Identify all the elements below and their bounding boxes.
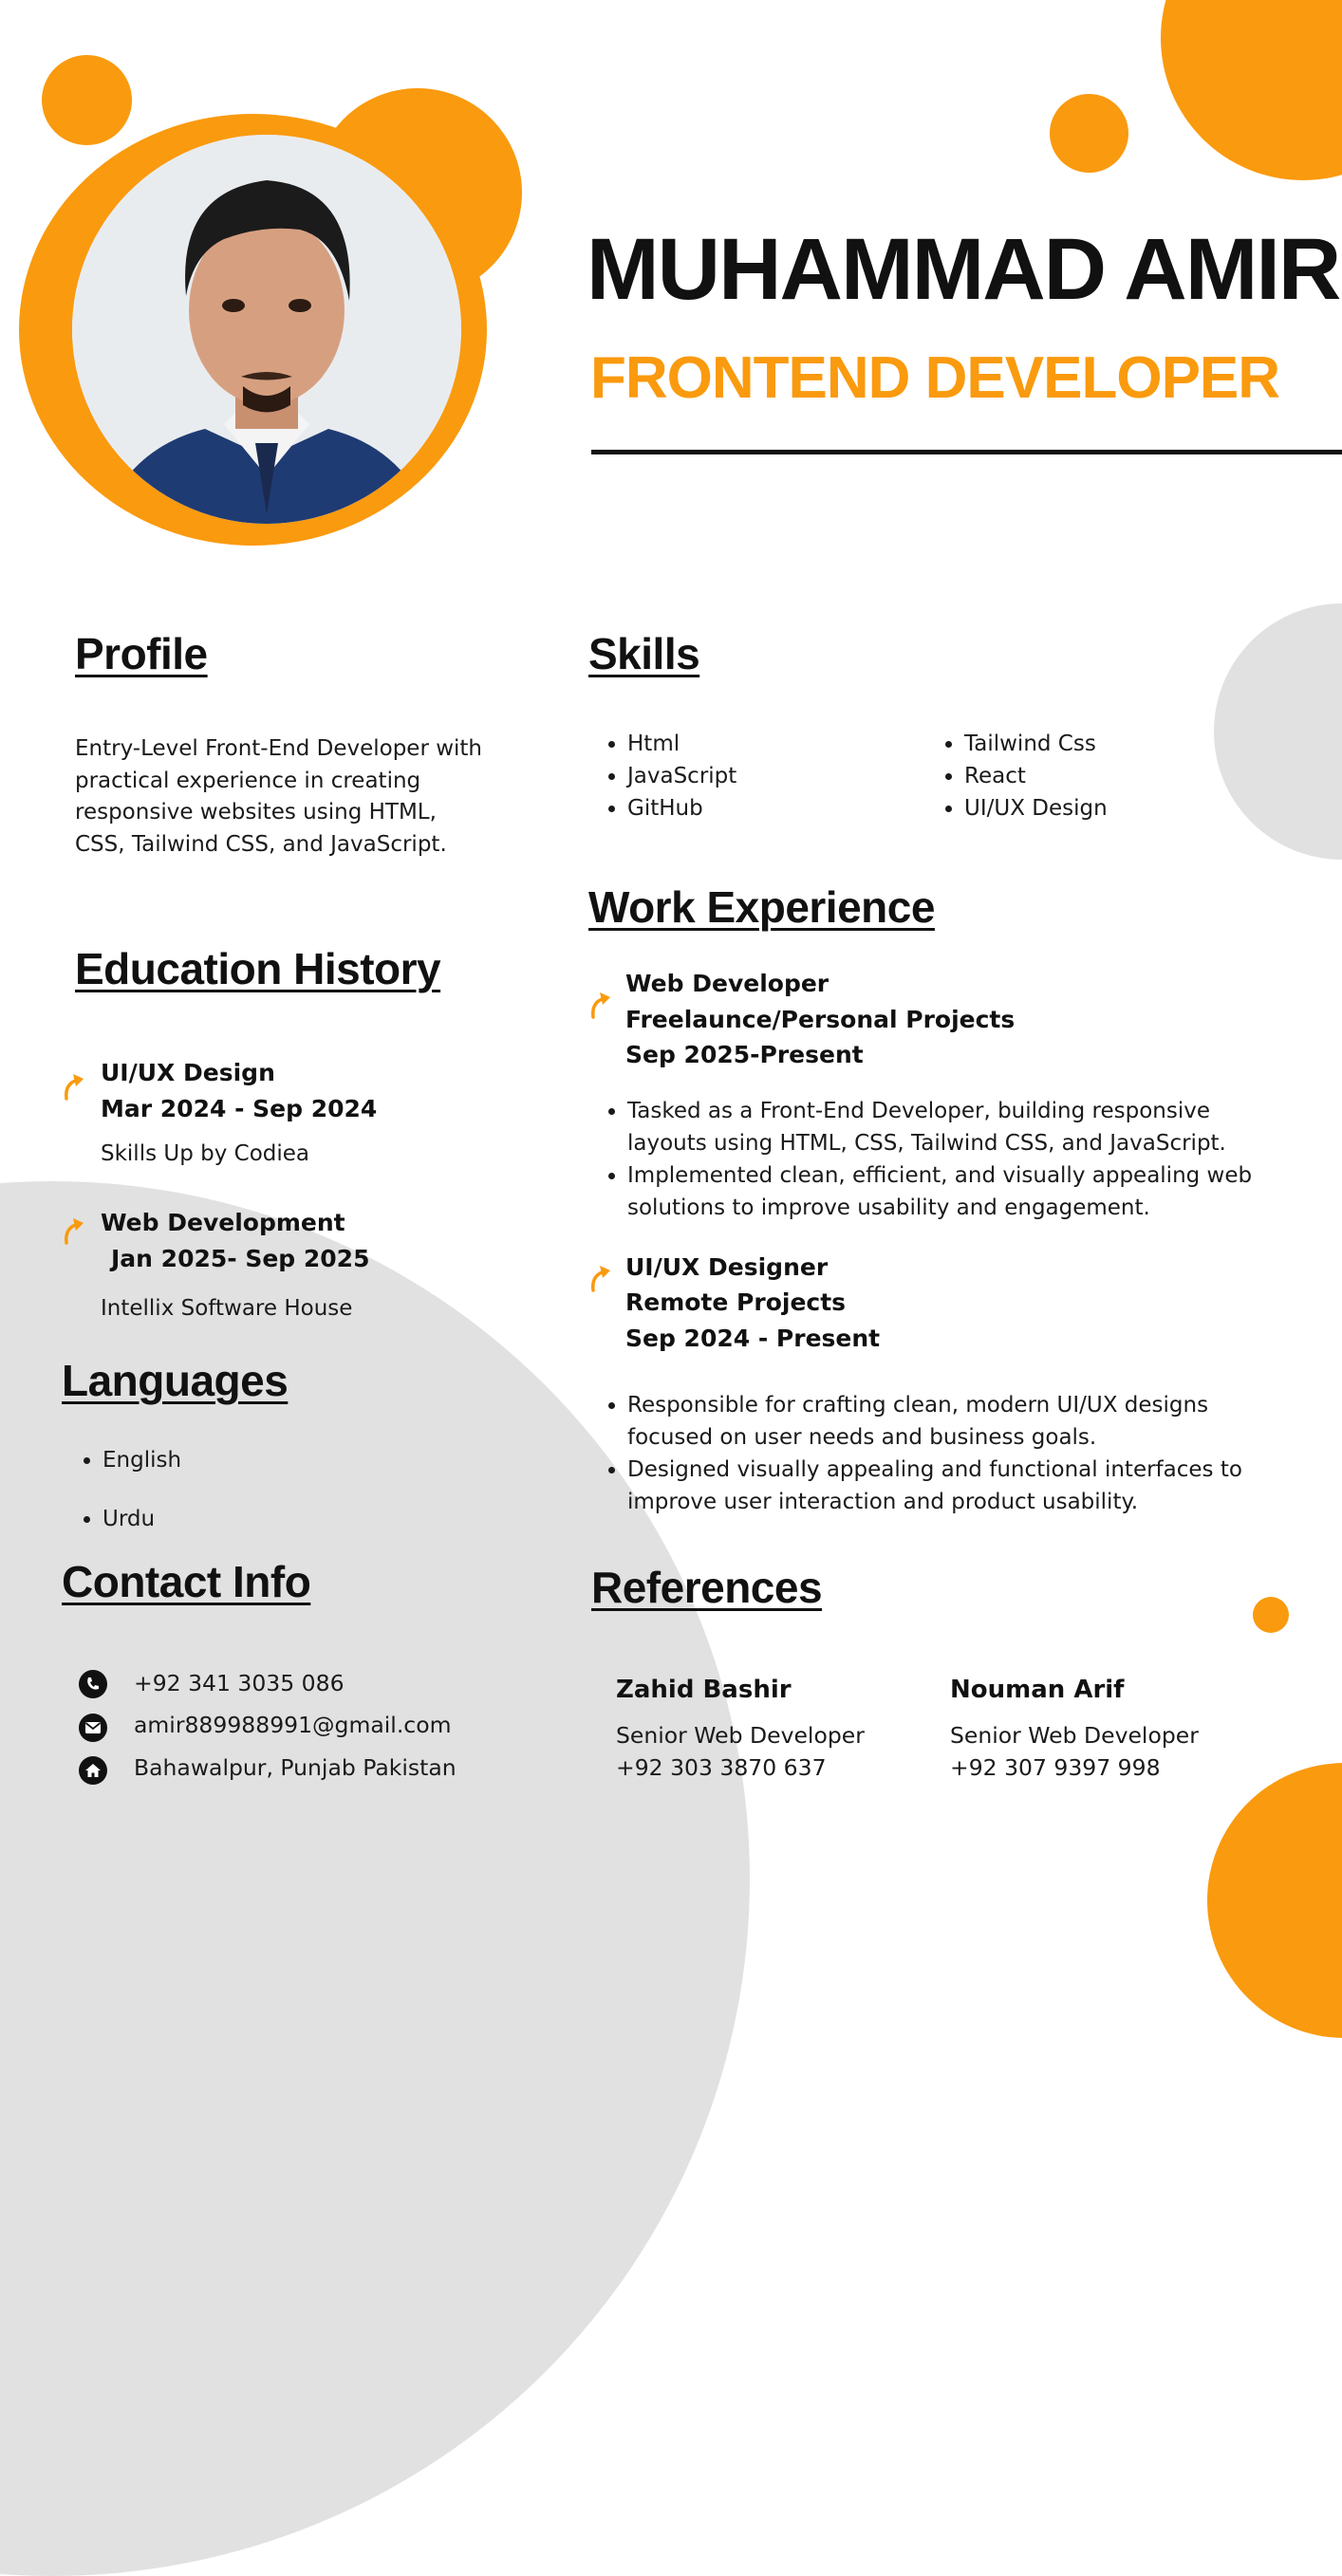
curved-arrow-icon (587, 1262, 614, 1292)
education-dates: Mar 2024 - Sep 2024 (101, 1095, 378, 1122)
list-item: • Implemented clean, efficient, and visually appealing web solutions to improve usability and engagement. (627, 1159, 1252, 1224)
list-item: • JavaScript (627, 760, 736, 792)
languages-heading: Languages (62, 1356, 289, 1405)
list-item: • React (964, 760, 1108, 792)
curved-arrow-icon (61, 1070, 87, 1101)
contact-email[interactable]: amir889988991@gmail.com (134, 1712, 452, 1738)
reference-phone: +92 307 9397 998 (950, 1754, 1161, 1781)
reference-title: Senior Web Developer (950, 1722, 1199, 1749)
profile-line: responsive websites using HTML, (75, 800, 437, 825)
profile-summary (75, 733, 482, 861)
grey-side-circle (1214, 603, 1342, 860)
orange-corner-circle-bottom-right (1207, 1763, 1342, 2038)
list-item: • Tasked as a Front-End Developer, building responsive layouts using HTML, CSS, Tailwind CSS, and JavaScript. (627, 1095, 1252, 1159)
job-bullets-2 (587, 1389, 1242, 1518)
skills-list-right (924, 728, 1108, 825)
curved-arrow-icon (61, 1214, 87, 1245)
education-dates: Jan 2025- Sep 2025 (111, 1245, 370, 1272)
list-item: • English (103, 1431, 181, 1490)
profile-photo (72, 135, 461, 524)
orange-dot-bottom-right (1253, 1597, 1289, 1633)
skills-heading: Skills (588, 629, 700, 678)
curved-arrow-icon (587, 989, 614, 1019)
profile-heading: Profile (75, 629, 208, 678)
contact-address: Bahawalpur, Punjab Pakistan (134, 1754, 457, 1781)
orange-corner-circle-top-right (1161, 0, 1342, 180)
list-item: • Responsible for crafting clean, modern UI/UX designs focused on user needs and business goals. (627, 1389, 1242, 1454)
reference-title: Senior Web Developer (616, 1722, 865, 1749)
job-company-1: Freelaunce/Personal Projects (625, 1006, 1016, 1033)
education-title: Web Development (101, 1209, 345, 1236)
candidate-name: MUHAMMAD AMIR (587, 221, 1340, 318)
job-title-1: Web Developer (625, 970, 829, 997)
list-item: • GitHub (627, 792, 736, 825)
contact-heading: Contact Info (62, 1557, 311, 1606)
job-company-2: Remote Projects (625, 1288, 847, 1316)
contact-phone[interactable]: +92 341 3035 086 (134, 1670, 345, 1696)
job-dates-1: Sep 2025-Present (625, 1041, 864, 1068)
education-title: UI/UX Design (101, 1059, 275, 1086)
reference-name: Nouman Arif (950, 1676, 1125, 1704)
languages-list (63, 1431, 181, 1548)
profile-line: CSS, Tailwind CSS, and JavaScript. (75, 831, 447, 857)
list-item: • UI/UX Design (964, 792, 1108, 825)
list-item: • Urdu (103, 1490, 181, 1548)
references-heading: References (591, 1563, 823, 1612)
photo-frame (19, 114, 487, 546)
list-item: • Tailwind Css (964, 728, 1108, 760)
education-org: Skills Up by Codiea (101, 1141, 310, 1166)
header-divider (591, 450, 1342, 454)
profile-line: practical experience in creating (75, 768, 421, 793)
skills-list-left (587, 728, 736, 825)
orange-dot-top-left (42, 55, 132, 145)
job-title: FRONTEND DEVELOPER (590, 345, 1280, 411)
reference-phone: +92 303 3870 637 (616, 1754, 827, 1781)
job-dates-2: Sep 2024 - Present (625, 1325, 881, 1352)
education-heading: Education History (75, 944, 441, 993)
work-heading: Work Experience (588, 882, 935, 932)
email-icon (79, 1714, 107, 1742)
education-org: Intellix Software House (101, 1296, 353, 1321)
job-title-2: UI/UX Designer (625, 1253, 829, 1281)
phone-icon (79, 1670, 107, 1698)
home-icon (79, 1756, 107, 1785)
list-item: • Designed visually appealing and functional interfaces to improve user interaction and product usability. (627, 1454, 1242, 1518)
orange-dot-top-right (1050, 94, 1128, 173)
job-bullets-1 (587, 1095, 1252, 1224)
reference-name: Zahid Bashir (616, 1676, 792, 1704)
profile-line: Entry-Level Front-End Developer with (75, 736, 483, 761)
list-item: • Html (627, 728, 736, 760)
